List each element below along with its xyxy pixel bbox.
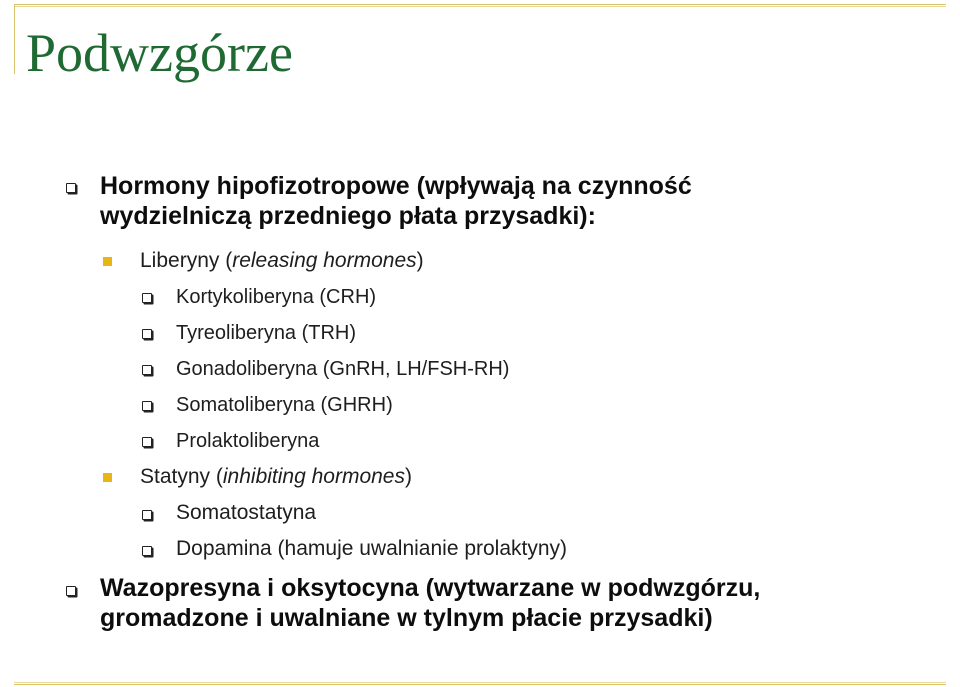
list-item-text: ) <box>416 249 424 272</box>
list-item <box>140 248 424 274</box>
checkbox-bullet-icon <box>66 586 76 596</box>
checkbox-bullet-icon <box>142 365 152 375</box>
square-bullet-icon <box>103 473 112 482</box>
list-item-text: Statyny ( <box>140 465 223 488</box>
list-item: Somatoliberyna (GHRH) <box>176 394 393 416</box>
list-item-line: wydzielniczą przedniego płata przysadki): <box>100 202 596 230</box>
frame-left-line <box>14 4 15 74</box>
slide-title: Podwzgórze <box>26 23 293 83</box>
list-item: Dopamina (hamuje uwalnianie prolaktyny) <box>176 537 568 560</box>
frame-top-line <box>14 4 946 5</box>
list-item <box>100 171 692 231</box>
checkbox-bullet-icon <box>142 293 152 303</box>
list-item-text: Liberyny ( <box>140 249 233 272</box>
checkbox-bullet-icon <box>142 437 152 447</box>
frame-bottom-line <box>14 684 946 685</box>
checkbox-bullet-icon <box>142 510 152 520</box>
checkbox-bullet-icon <box>66 183 76 193</box>
list-item-emphasis: releasing hormones <box>232 249 417 272</box>
list-item-line: Hormony hipofizotropowe (wpływają na czynność <box>100 172 692 200</box>
list-item: Prolaktoliberyna <box>176 430 320 452</box>
list-item <box>100 573 760 633</box>
square-bullet-icon <box>103 257 112 266</box>
list-item-text: ) <box>404 465 412 488</box>
list-item-emphasis: inhibiting hormones <box>222 465 405 488</box>
checkbox-bullet-icon <box>142 329 152 339</box>
list-item <box>140 464 412 490</box>
checkbox-bullet-icon <box>142 546 152 556</box>
list-item-line: gromadzone i uwalniane w tylnym płacie przysadki) <box>100 604 713 632</box>
checkbox-bullet-icon <box>142 401 152 411</box>
list-item-line: Wazopresyna i oksytocyna (wytwarzane w podwzgórzu, <box>100 574 761 602</box>
list-item: Gonadoliberyna (GnRH, LH/FSH-RH) <box>176 358 510 380</box>
list-item: Somatostatyna <box>176 501 317 524</box>
list-item: Tyreoliberyna (TRH) <box>176 322 357 344</box>
list-item: Kortykoliberyna (CRH) <box>176 286 377 308</box>
